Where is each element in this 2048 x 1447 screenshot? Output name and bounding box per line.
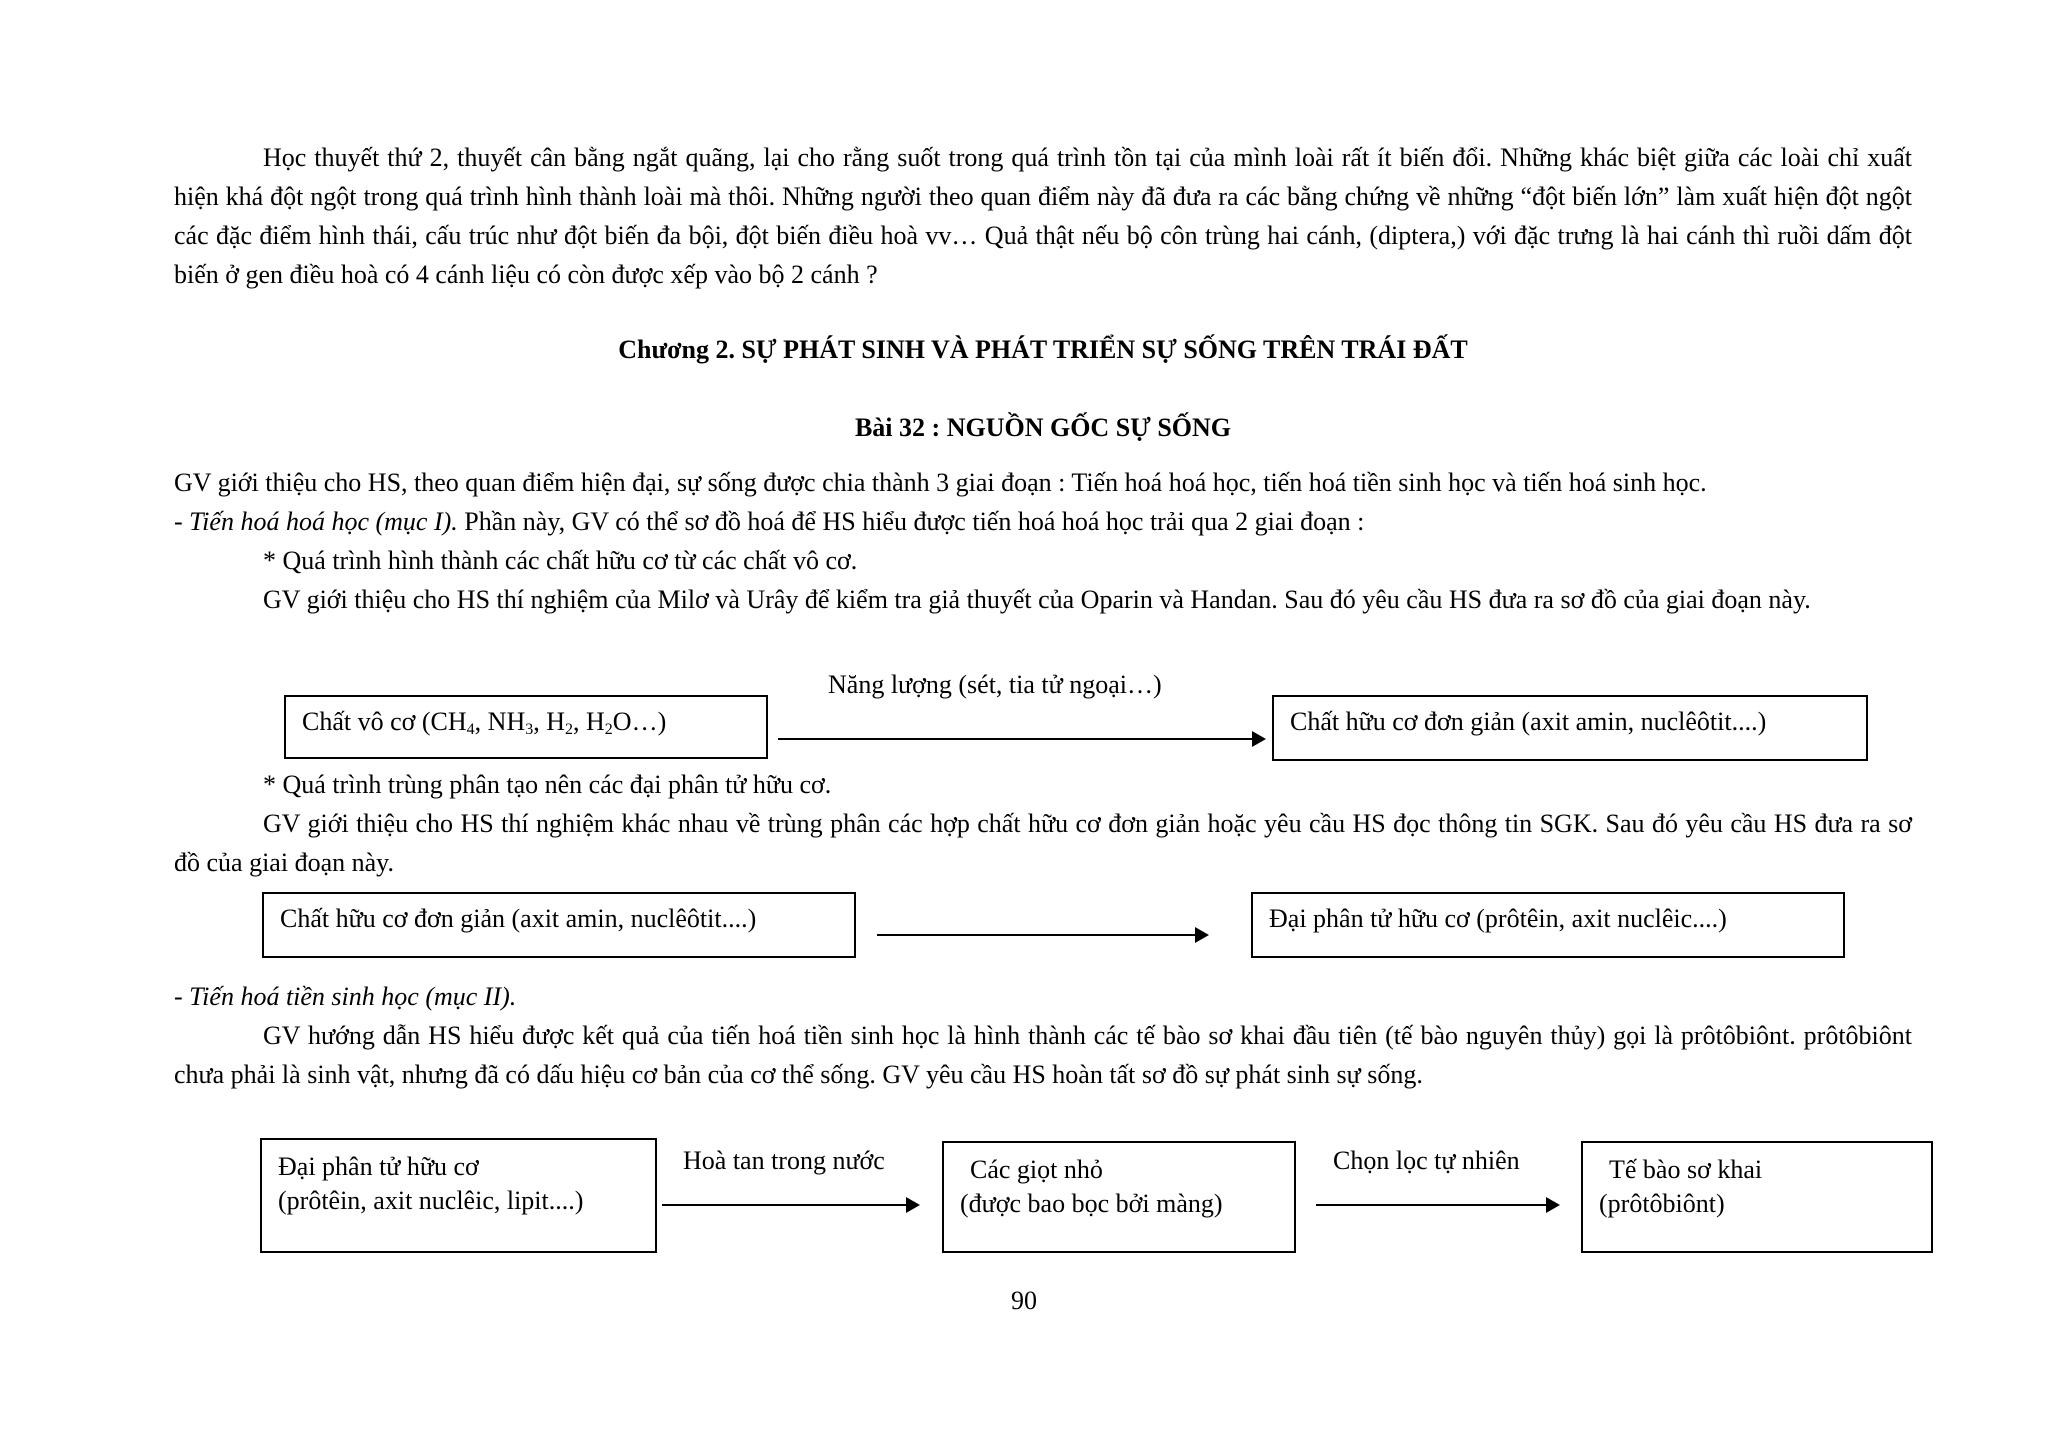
subsection-chemical-evolution: - Tiến hoá hoá học (mục I).: [174, 507, 458, 536]
section2-paragraph: GV giới thiệu cho HS thí nghiệm khác nhau về trùng phân các hợp chất hữu cơ đơn giản hoặc yêu cầu HS đọc thông tin SGK. Sau đó yêu cầu HS đưa ra sơ đồ của giai đoạn này.: [174, 809, 1912, 877]
intro-paragraph: Học thuyết thứ 2, thuyết cân bằng ngắt quãng, lại cho rằng suốt trong quá trình tồn tại của mình loài rất ít biến đổi. Những khác biệt giữa các loài chỉ xuất hiện khá đột ngột trong quá trình hình thành loài mà thôi. Những người theo quan điểm này đã đưa ra các bằng chứng về những “đột biến lớn” làm xuất hiện đột ngột các đặc điểm hình thái, cấu trúc như đột biến đa bội, đột biến điều hoà vv… Quả thật nếu bộ côn trùng hai cánh, (diptera,) với đặc trưng là hai cánh thì ruồi dấm đột biến ở gen điều hoà có 4 cánh liệu có còn được xếp vào bộ 2 cánh ?: [174, 143, 1912, 289]
bullet-polymerization: * Quá trình trùng phân tạo nên các đại phân tử hữu cơ.: [263, 770, 832, 799]
diagram1-box-simple-organic: Chất hữu cơ đơn giản (axit amin, nuclêôtit....): [1272, 695, 1868, 761]
section3-paragraph: GV hướng dẫn HS hiểu được kết quả của tiến hoá tiền sinh học là hình thành các tế bào sơ khai đầu tiên (tế bào nguyên thủy) gọi là prôtôbiônt. prôtôbiônt chưa phải là sinh vật, nhưng đã có dấu hiệu cơ bản của cơ thể sống. GV yêu cầu HS hoàn tất sơ đồ sự phát sinh sự sống.: [174, 1021, 1912, 1089]
section1-paragraph: GV giới thiệu cho HS thí nghiệm của Milơ và Urây để kiểm tra giả thuyết của Oparin và Handan. Sau đó yêu cầu HS đưa ra sơ đồ của giai đoạn này.: [263, 585, 1811, 614]
page-number: 90: [1011, 1286, 1037, 1315]
diagram3-arrow2: [1316, 1204, 1558, 1206]
chapter-title: Chương 2. SỰ PHÁT SINH VÀ PHÁT TRIỂN SỰ SỐNG TRÊN TRÁI ĐẤT: [618, 335, 1468, 364]
diagram3-box-droplets: Các giọt nhỏ (được bao bọc bởi màng): [942, 1141, 1296, 1253]
diagram3-box-protobiont: Tế bào sơ khai (prôtôbiônt): [1581, 1141, 1933, 1253]
diagram2-arrow: [877, 934, 1207, 936]
diagram3-arrow1: [662, 1204, 918, 1206]
bullet-inorganic-to-organic: * Quá trình hình thành các chất hữu cơ từ các chất vô cơ.: [263, 546, 858, 575]
diagram3-arrow1-label: Hoà tan trong nước: [683, 1146, 885, 1175]
section1-line2-rest: Phần này, GV có thể sơ đồ hoá để HS hiểu được tiến hoá hoá học trải qua 2 giai đoạn :: [457, 507, 1365, 536]
section1-line2: [174, 502, 1912, 541]
diagram1-arrow-label: Năng lượng (sét, tia tử ngoại…): [828, 670, 1162, 699]
diagram1-arrow: [778, 738, 1264, 740]
subsection-prebiotic-evolution: - Tiến hoá tiền sinh học (mục II).: [174, 982, 517, 1011]
diagram1-box-inorganic: Chất vô cơ ($CH_4$, $NH_3$, $H_2$, $H_2O\dots$): [284, 695, 768, 759]
diagram3-arrow2-label: Chọn lọc tự nhiên: [1333, 1146, 1520, 1175]
diagram3-box-macromolecule: Đại phân tử hữu cơ (prôtêin, axit nuclêic, lipit....): [260, 1138, 657, 1253]
diagram2-box-macromolecule: Đại phân tử hữu cơ (prôtêin, axit nuclêic....): [1251, 892, 1845, 958]
lesson-title: Bài 32 : NGUỒN GỐC SỰ SỐNG: [854, 413, 1232, 442]
diagram2-box-simple-organic: Chất hữu cơ đơn giản (axit amin, nuclêôtit....): [262, 892, 856, 958]
section1-line1: GV giới thiệu cho HS, theo quan điểm hiện đại, sự sống được chia thành 3 giai đoạn : Tiến hoá hoá học, tiến hoá tiền sinh học và tiến hoá sinh học.: [174, 468, 1707, 497]
